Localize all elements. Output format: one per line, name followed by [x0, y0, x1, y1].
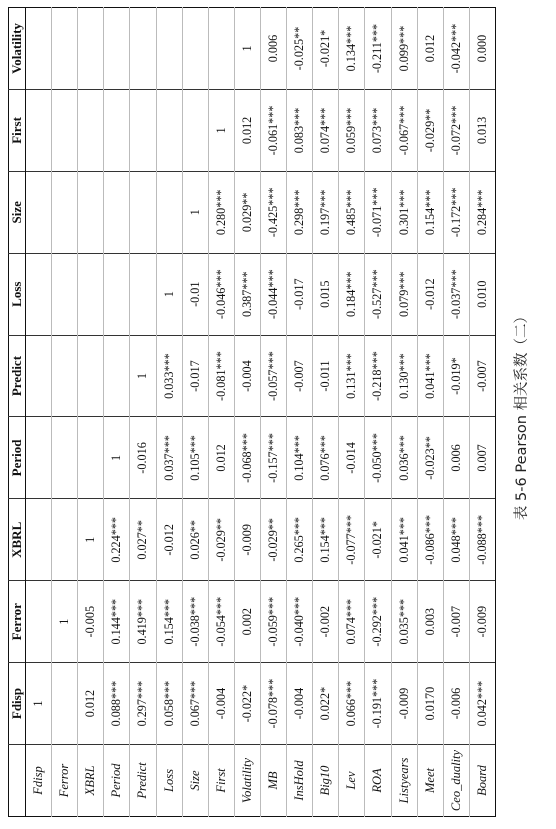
table-cell: 0.088*** — [104, 663, 130, 745]
table-cell: -0.004 — [287, 663, 313, 745]
table-cell — [78, 253, 104, 335]
table-cell: -0.042*** — [443, 8, 469, 90]
table-cell: 0.297*** — [130, 663, 156, 745]
row-label: First — [208, 745, 234, 817]
table-cell: 0.184*** — [339, 253, 365, 335]
table-cell: 0.010 — [469, 253, 495, 335]
table-cell: -0.004 — [234, 335, 260, 417]
table-cell: -0.005 — [78, 581, 104, 663]
table-cell: 0.154*** — [417, 171, 443, 253]
row-label: Fdisp — [26, 745, 52, 817]
table-cell: 0.000 — [469, 8, 495, 90]
table-cell: 0.058*** — [156, 663, 182, 745]
row-label: Big10 — [313, 745, 339, 817]
table-cell: -0.044*** — [260, 253, 286, 335]
table-cell: -0.068*** — [234, 417, 260, 499]
table-cell — [182, 8, 208, 90]
table-cell — [26, 499, 52, 581]
table-row — [78, 8, 104, 817]
table-cell: 1 — [234, 8, 260, 90]
table-row — [234, 8, 260, 817]
table-cell: -0.059*** — [260, 581, 286, 663]
table-cell: 0.154*** — [313, 499, 339, 581]
table-cell — [52, 663, 78, 745]
row-label: Volatility — [234, 745, 260, 817]
table-cell: -0.061*** — [260, 90, 286, 172]
column-header: First — [9, 90, 26, 172]
table-cell: -0.023** — [417, 417, 443, 499]
row-label: Period — [104, 745, 130, 817]
column-header: Period — [9, 417, 26, 499]
table-cell — [78, 417, 104, 499]
row-label: InsHold — [287, 745, 313, 817]
table-cell: -0.077*** — [339, 499, 365, 581]
table-cell: 0.099*** — [391, 8, 417, 90]
table-cell: 0.0170 — [417, 663, 443, 745]
table-cell — [26, 581, 52, 663]
table-cell — [104, 90, 130, 172]
table-cell: -0.088*** — [469, 499, 495, 581]
table-cell — [52, 90, 78, 172]
table-cell: -0.172*** — [443, 171, 469, 253]
table-row — [443, 8, 469, 817]
table-cell — [52, 253, 78, 335]
table-cell: 0.037*** — [156, 417, 182, 499]
table-cell: 0.006 — [260, 8, 286, 90]
table-cell: -0.029** — [208, 499, 234, 581]
column-header: Size — [9, 171, 26, 253]
table-row — [391, 8, 417, 817]
table-cell: -0.157*** — [260, 417, 286, 499]
table-cell: -0.211*** — [365, 8, 391, 90]
table-cell — [26, 417, 52, 499]
table-cell: -0.021* — [313, 8, 339, 90]
table-cell — [26, 8, 52, 90]
table-row — [313, 8, 339, 817]
table-cell — [156, 171, 182, 253]
column-header: Fdisp — [9, 663, 26, 745]
table-row — [469, 8, 495, 817]
table-cell — [104, 253, 130, 335]
table-cell — [78, 335, 104, 417]
table-cell: 0.026** — [182, 499, 208, 581]
row-label: Ferror — [52, 745, 78, 817]
table-cell: 0.298*** — [287, 171, 313, 253]
table-cell: 0.083*** — [287, 90, 313, 172]
table-cell: -0.022* — [234, 663, 260, 745]
table-cell — [130, 253, 156, 335]
table-cell: -0.050*** — [365, 417, 391, 499]
table-cell — [26, 253, 52, 335]
table-cell: 0.059*** — [339, 90, 365, 172]
table-cell: 0.033*** — [156, 335, 182, 417]
table-cell: 0.066*** — [339, 663, 365, 745]
table-row — [260, 8, 286, 817]
table-cell — [182, 90, 208, 172]
table-cell: -0.009 — [391, 663, 417, 745]
table-cell: -0.057*** — [260, 335, 286, 417]
row-label: Listyears — [391, 745, 417, 817]
table-cell: -0.029** — [260, 499, 286, 581]
table-cell: -0.527*** — [365, 253, 391, 335]
table-cell — [52, 171, 78, 253]
table-cell: -0.425*** — [260, 171, 286, 253]
table-cell: 0.007 — [469, 417, 495, 499]
table-cell: -0.009 — [234, 499, 260, 581]
table-cell: 0.006 — [443, 417, 469, 499]
table-cell: -0.025** — [287, 8, 313, 90]
column-header: Loss — [9, 253, 26, 335]
table-cell: 0.048*** — [443, 499, 469, 581]
table-cell: 0.013 — [469, 90, 495, 172]
table-cell: -0.011 — [313, 335, 339, 417]
table-cell: 0.036*** — [391, 417, 417, 499]
table-row — [417, 8, 443, 817]
table-cell: 1 — [78, 499, 104, 581]
table-cell: 0.131*** — [339, 335, 365, 417]
table-cell: -0.029** — [417, 90, 443, 172]
table-cell — [52, 335, 78, 417]
row-label: ROA — [365, 745, 391, 817]
table-cell: 0.003 — [417, 581, 443, 663]
table-cell: -0.007 — [469, 335, 495, 417]
table-cell: -0.040*** — [287, 581, 313, 663]
table-row — [130, 8, 156, 817]
table-cell: 0.035*** — [391, 581, 417, 663]
table-cell: -0.002 — [313, 581, 339, 663]
table-cell: -0.086*** — [417, 499, 443, 581]
table-cell — [104, 8, 130, 90]
table-row — [104, 8, 130, 817]
table-cell: -0.004 — [208, 663, 234, 745]
table-cell — [78, 8, 104, 90]
table-cell: -0.067*** — [391, 90, 417, 172]
table-cell — [26, 335, 52, 417]
column-header: Predict — [9, 335, 26, 417]
table-cell: 0.387*** — [234, 253, 260, 335]
table-cell: 0.280*** — [208, 171, 234, 253]
table-cell: 1 — [208, 90, 234, 172]
table-cell — [130, 171, 156, 253]
table-cell — [130, 8, 156, 90]
table-row — [208, 8, 234, 817]
table-cell: 0.015 — [313, 253, 339, 335]
table-cell: 0.265*** — [287, 499, 313, 581]
table-cell — [156, 8, 182, 90]
table-cell: -0.019* — [443, 335, 469, 417]
table-row — [182, 8, 208, 817]
table-cell: 1 — [182, 171, 208, 253]
table-row — [26, 8, 52, 817]
table-cell — [208, 8, 234, 90]
table-cell — [104, 171, 130, 253]
row-label: Predict — [130, 745, 156, 817]
table-body — [26, 8, 496, 817]
table-cell: -0.01 — [182, 253, 208, 335]
table-cell: 0.105*** — [182, 417, 208, 499]
table-cell: 0.074*** — [339, 581, 365, 663]
table-cell: 0.076*** — [313, 417, 339, 499]
table-cell — [52, 499, 78, 581]
table-cell: 0.041*** — [417, 335, 443, 417]
table-cell: -0.021* — [365, 499, 391, 581]
row-label: Board — [469, 745, 495, 817]
table-cell — [104, 335, 130, 417]
table-cell: 0.301*** — [391, 171, 417, 253]
table-cell: -0.191*** — [365, 663, 391, 745]
table-cell: -0.016 — [130, 417, 156, 499]
table-cell: -0.292*** — [365, 581, 391, 663]
table-cell: 0.012 — [78, 663, 104, 745]
table-cell — [156, 90, 182, 172]
table-cell: -0.012 — [417, 253, 443, 335]
table-cell: 1 — [156, 253, 182, 335]
table-cell: 0.079*** — [391, 253, 417, 335]
table-cell: 0.029** — [234, 171, 260, 253]
column-header: XBRL — [9, 499, 26, 581]
table-cell — [26, 90, 52, 172]
row-label: Lev — [339, 745, 365, 817]
table-cell: 0.224*** — [104, 499, 130, 581]
pearson-correlation-table — [8, 7, 496, 817]
table-row — [287, 8, 313, 817]
table-cell: 0.144*** — [104, 581, 130, 663]
table-cell: 0.104*** — [287, 417, 313, 499]
table-row — [365, 8, 391, 817]
table-cell: 1 — [104, 417, 130, 499]
column-header: Volatility — [9, 8, 26, 90]
table-cell: -0.012 — [156, 499, 182, 581]
row-label: XBRL — [78, 745, 104, 817]
table-cell — [26, 171, 52, 253]
table-cell: -0.218*** — [365, 335, 391, 417]
table-cell: -0.071*** — [365, 171, 391, 253]
table-cell: 0.067*** — [182, 663, 208, 745]
table-cell: 0.134*** — [339, 8, 365, 90]
table-cell: 0.042*** — [469, 663, 495, 745]
table-cell: -0.009 — [469, 581, 495, 663]
table-row — [156, 8, 182, 817]
table-cell — [52, 8, 78, 90]
table-caption: 表 5-6 Pearson 相关系数（二） — [514, 308, 530, 521]
table-cell: -0.081*** — [208, 335, 234, 417]
table-cell — [78, 90, 104, 172]
table-cell: -0.046*** — [208, 253, 234, 335]
table-cell: -0.006 — [443, 663, 469, 745]
table-cell: -0.054*** — [208, 581, 234, 663]
table-cell: 0.074*** — [313, 90, 339, 172]
table-cell: 0.012 — [234, 90, 260, 172]
table-cell: -0.072*** — [443, 90, 469, 172]
table-cell: -0.038*** — [182, 581, 208, 663]
table-cell: 0.022* — [313, 663, 339, 745]
column-header: Ferror — [9, 581, 26, 663]
table-cell — [52, 417, 78, 499]
table-cell: -0.037*** — [443, 253, 469, 335]
table-cell — [130, 90, 156, 172]
table-cell: 0.284*** — [469, 171, 495, 253]
table-cell: -0.017 — [182, 335, 208, 417]
table-cell — [78, 171, 104, 253]
table-row — [339, 8, 365, 817]
table-cell: 0.012 — [208, 417, 234, 499]
table-cell: -0.017 — [287, 253, 313, 335]
table-cell: -0.078*** — [260, 663, 286, 745]
table-cell: 0.485*** — [339, 171, 365, 253]
table-cell: 1 — [52, 581, 78, 663]
table-cell: 0.419*** — [130, 581, 156, 663]
table-cell: 0.130*** — [391, 335, 417, 417]
row-label: MB — [260, 745, 286, 817]
table-cell: 1 — [130, 335, 156, 417]
table-cell: 0.012 — [417, 8, 443, 90]
table-row — [52, 8, 78, 817]
table-cell: 1 — [26, 663, 52, 745]
table-cell: 0.197*** — [313, 171, 339, 253]
table-cell: 0.002 — [234, 581, 260, 663]
table-cell: 0.041*** — [391, 499, 417, 581]
row-label: Loss — [156, 745, 182, 817]
row-label: Size — [182, 745, 208, 817]
row-label: Meet — [417, 745, 443, 817]
table-cell: -0.007 — [443, 581, 469, 663]
table-cell: -0.014 — [339, 417, 365, 499]
table-cell: 0.073*** — [365, 90, 391, 172]
table-cell: 0.154*** — [156, 581, 182, 663]
corner-cell — [9, 745, 26, 817]
table-header-row — [9, 8, 26, 817]
row-label: Ceo_duality — [443, 745, 469, 817]
table-cell: -0.007 — [287, 335, 313, 417]
table-cell: 0.027** — [130, 499, 156, 581]
